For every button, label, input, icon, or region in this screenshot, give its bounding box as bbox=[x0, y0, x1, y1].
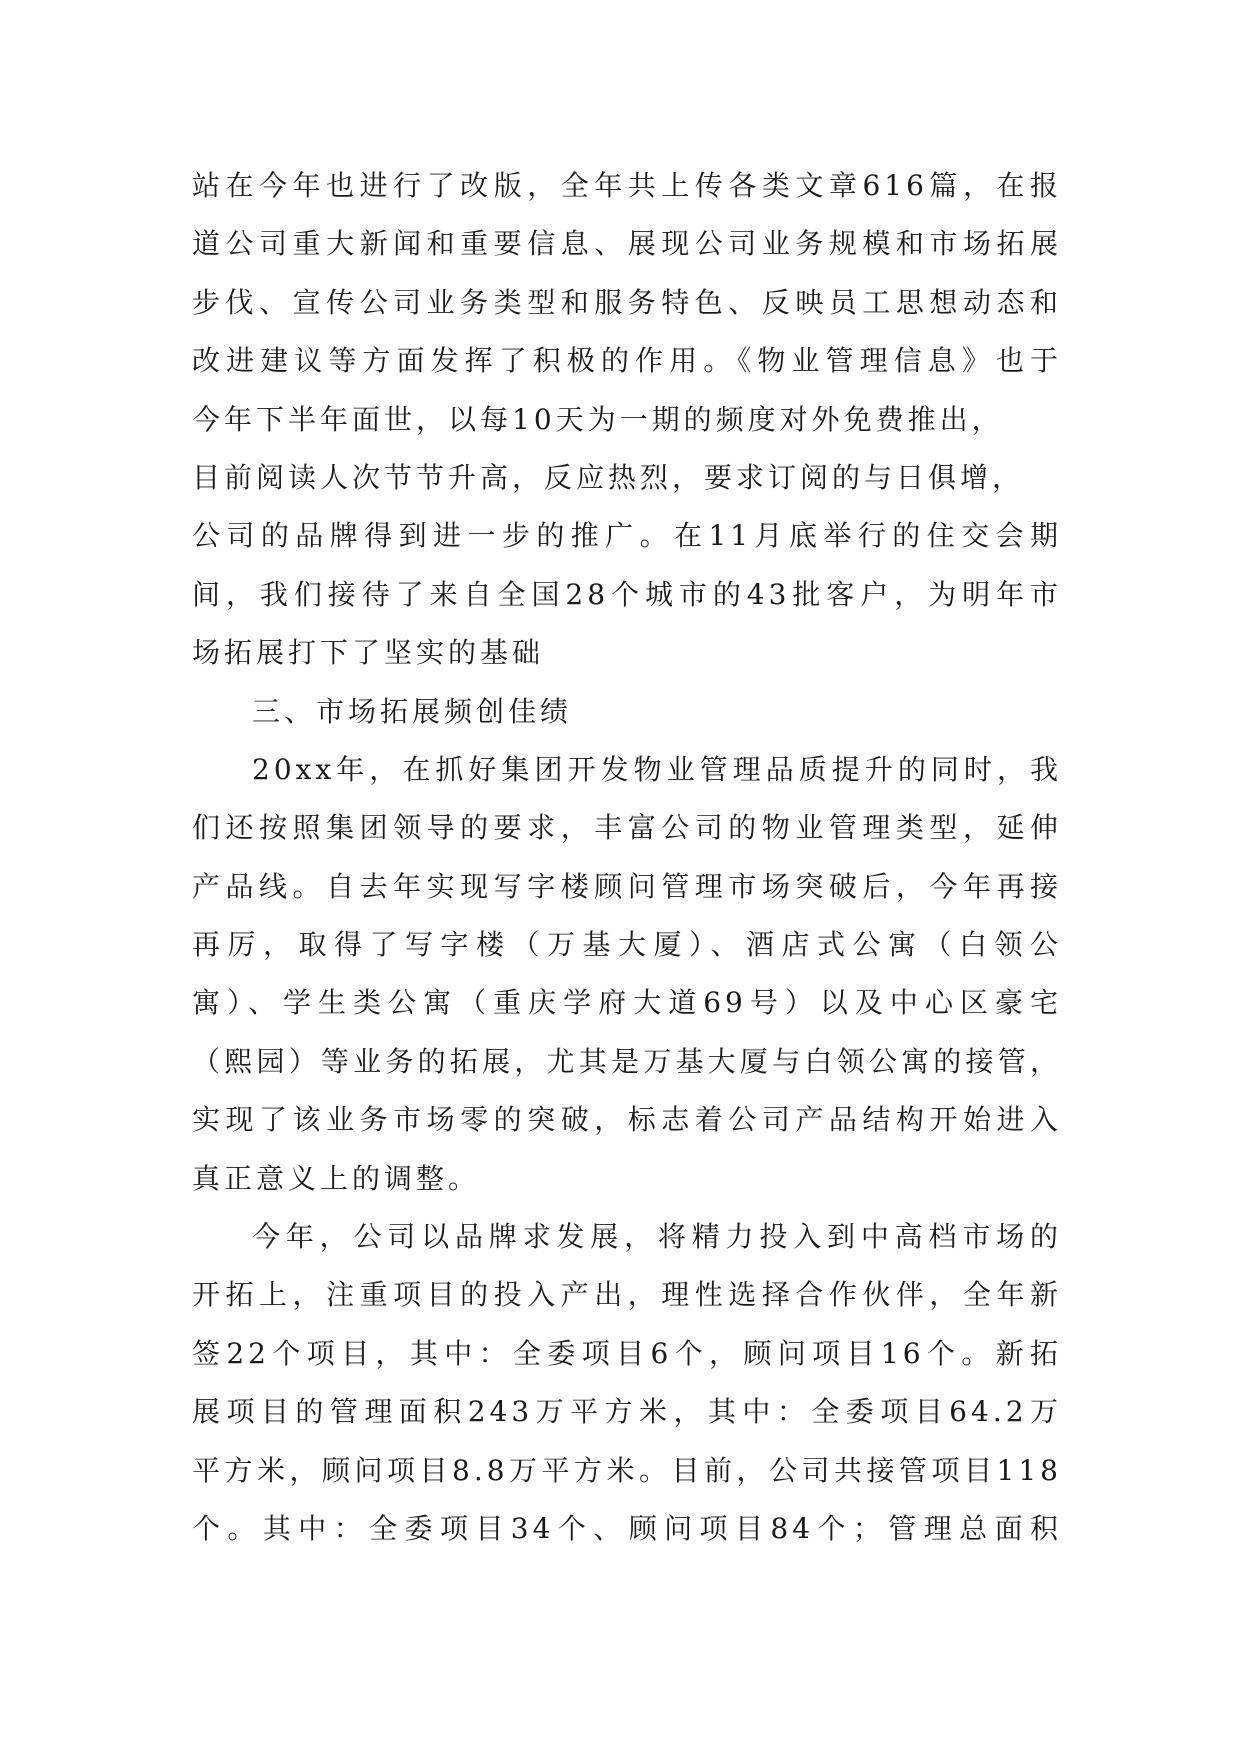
text-line: 今年，公司以品牌求发展，将精力投入到中高档市场的 bbox=[252, 1220, 1062, 1254]
text-line: 实现了该业务市场零的突破，标志着公司产品结构开始进入 bbox=[192, 1103, 1062, 1137]
text-line: 再厉，取得了写字楼（万基大厦）、酒店式公寓（白领公 bbox=[192, 928, 1062, 962]
text-line: 产品线。自去年实现写字楼顾问管理市场突破后，今年再接 bbox=[192, 869, 1062, 903]
text-line: 平方米，顾问项目8.8万平方米。目前，公司共接管项目118 bbox=[192, 1453, 1062, 1487]
text-line: 目前阅读人次节节升高，反应热烈，要求订阅的与日俱增， bbox=[192, 460, 1025, 494]
text-line: 20xx年，在抓好集团开发物业管理品质提升的同时，我 bbox=[252, 752, 1062, 786]
text-line: 改进建议等方面发挥了积极的作用。《物业管理信息》也于 bbox=[192, 344, 1062, 378]
text-line: 个。其中：全委项目34个、顾问项目84个；管理总面积 bbox=[192, 1511, 1062, 1545]
text-line: （熙园）等业务的拓展，尤其是万基大厦与白领公寓的接管， bbox=[192, 1044, 1062, 1078]
text-line: 展项目的管理面积243万平方米，其中：全委项目64.2万 bbox=[192, 1395, 1062, 1429]
text-line: 真正意义上的调整。 bbox=[192, 1161, 481, 1195]
text-line: 场拓展打下了坚实的基础 bbox=[192, 636, 545, 670]
text-line: 公司的品牌得到进一步的推广。在11月底举行的住交会期 bbox=[192, 519, 1062, 553]
text-line: 今年下半年面世，以每10天为一期的频度对外免费推出， bbox=[192, 402, 1004, 436]
text-line: 签22个项目，其中：全委项目6个，顾问项目16个。新拓 bbox=[192, 1336, 1062, 1370]
text-line: 步伐、宣传公司业务类型和服务特色、反映员工思想动态和 bbox=[192, 285, 1062, 319]
section-heading: 三、市场拓展频创佳绩 bbox=[252, 694, 573, 728]
text-line: 们还按照集团领导的要求，丰富公司的物业管理类型，延伸 bbox=[192, 811, 1062, 845]
text-line: 间，我们接待了来自全国28个城市的43批客户，为明年市 bbox=[192, 577, 1062, 611]
text-line: 道公司重大新闻和重要信息、展现公司业务规模和市场拓展 bbox=[192, 227, 1062, 261]
body-text bbox=[192, 157, 1062, 1558]
text-line: 寓）、学生类公寓（重庆学府大道69号）以及中心区豪宅 bbox=[192, 986, 1062, 1020]
text-line: 开拓上，注重项目的投入产出，理性选择合作伙伴，全年新 bbox=[192, 1278, 1062, 1312]
text-line: 站在今年也进行了改版，全年共上传各类文章616篇，在报 bbox=[192, 169, 1062, 202]
